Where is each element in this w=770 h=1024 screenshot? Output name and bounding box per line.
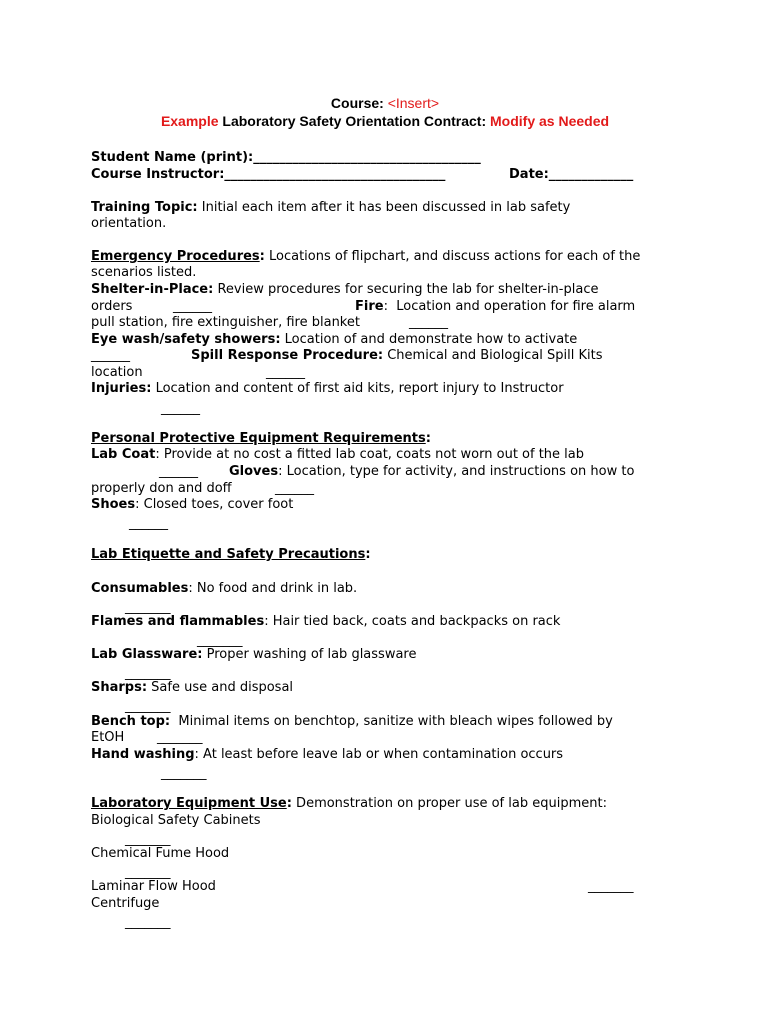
document-title [0, 113, 770, 129]
equipment-heading-line [91, 796, 607, 812]
colon: : [365, 547, 371, 562]
equipment-text: Demonstration on proper use of lab equipment: [291, 796, 607, 811]
eyewash-label: Eye wash/safety showers: [91, 332, 281, 347]
sharps-line [91, 680, 293, 696]
equipment-item-fume-hood: Chemical Fume Hood [91, 846, 230, 861]
shelter-text-cont: orders [91, 299, 133, 314]
gloves-text: : Location, type for activity, and instructions on how to [278, 464, 635, 479]
equipment-item-centrifuge: Centrifuge [91, 896, 160, 911]
shoes-label: Shoes [91, 497, 136, 512]
fire-line [355, 299, 635, 315]
flames-text: : Hair tied back, coats and backpacks on rack [264, 614, 561, 629]
etiquette-heading-line [91, 547, 371, 563]
training-label: Training Topic: [91, 200, 198, 215]
hand-washing-text: : At least before leave lab or when contamination occurs [194, 747, 564, 762]
bench-initial-blank[interactable]: _______ [157, 730, 203, 745]
colon: : [425, 431, 431, 446]
bench-text: Minimal items on benchtop, sanitize with bleach wipes followed by [170, 714, 613, 729]
bsc-initial-blank[interactable]: _______ [125, 832, 171, 847]
sharps-initial-blank[interactable]: _______ [125, 699, 171, 714]
student-name-field[interactable]: Student Name (print):___________________________________ [91, 150, 481, 165]
gloves-initial-blank[interactable]: ______ [275, 481, 314, 496]
colon: : [286, 796, 292, 811]
glassware-line [91, 647, 416, 663]
spill-label: Spill Response Procedure: [191, 348, 384, 363]
flames-line [91, 614, 560, 630]
ppe-heading-line [91, 431, 431, 447]
eyewash-line [91, 332, 577, 348]
fire-text: : Location and operation for fire alarm [383, 299, 636, 314]
shoes-line [91, 497, 293, 513]
bench-label: Bench top: [91, 714, 171, 729]
etiquette-heading: Lab Etiquette and Safety Precautions [91, 547, 366, 562]
title-main: Laboratory Safety Orientation Contract: [222, 113, 487, 129]
gloves-label: Gloves [229, 464, 279, 479]
hand-washing-initial-blank[interactable]: _______ [161, 766, 207, 781]
title-modify: Modify as Needed [490, 113, 610, 129]
bench-line [91, 714, 613, 730]
consumables-label: Consumables [91, 581, 189, 596]
labcoat-line [91, 447, 584, 463]
training-topic [91, 200, 570, 216]
title-example: Example [160, 113, 219, 129]
hand-washing-line [91, 747, 563, 763]
glassware-text: Proper washing of lab glassware [202, 647, 417, 662]
consumables-initial-blank[interactable]: _______ [125, 600, 171, 615]
flames-label: Flames and flammables [91, 614, 265, 629]
labcoat-initial-blank[interactable]: ______ [159, 464, 198, 479]
glassware-initial-blank[interactable]: _______ [125, 666, 171, 681]
date-field[interactable]: Date:_____________ [509, 167, 634, 182]
spill-line [191, 348, 603, 364]
equipment-heading: Laboratory Equipment Use [91, 796, 287, 811]
emergency-heading: Emergency Procedures [91, 249, 260, 264]
colon: : [259, 249, 265, 264]
shelter-label: Shelter-in-Place: [91, 282, 214, 297]
labcoat-text: : Provide at no cost a fitted lab coat, coats not worn out of the lab [155, 447, 585, 462]
course-label: Course: [330, 95, 384, 111]
flames-initial-blank[interactable]: _______ [197, 633, 243, 648]
laminar-initial-blank[interactable]: _______ [588, 879, 634, 894]
fire-text-cont: pull station, fire extinguisher, fire blanket [91, 315, 360, 330]
consumables-line [91, 581, 357, 597]
emergency-text: Locations of flipchart, and discuss actions for each of the [264, 249, 641, 264]
shelter-initial-blank[interactable]: ______ [173, 299, 212, 314]
injuries-initial-blank[interactable]: ______ [161, 401, 200, 416]
shelter-line [91, 282, 598, 298]
fume-hood-initial-blank[interactable]: _______ [125, 865, 171, 880]
sharps-text: Safe use and disposal [147, 680, 294, 695]
training-text-cont: orientation. [91, 216, 167, 231]
consumables-text: : No food and drink in lab. [188, 581, 358, 596]
spill-text: Chemical and Biological Spill Kits [383, 348, 603, 363]
course-instructor-field[interactable]: Course Instructor:__________________________________ [91, 167, 446, 182]
course-value: <Insert> [387, 95, 440, 111]
eyewash-text: Location of and demonstrate how to activate [280, 332, 578, 347]
equipment-item-bsc: Biological Safety Cabinets [91, 813, 261, 828]
injuries-label: Injuries: [91, 381, 152, 396]
gloves-line [229, 464, 634, 480]
shelter-text: Review procedures for securing the lab for shelter-in-place [213, 282, 599, 297]
labcoat-label: Lab Coat [91, 447, 156, 462]
fire-initial-blank[interactable]: ______ [409, 315, 448, 330]
equipment-item-laminar: Laminar Flow Hood [91, 879, 216, 894]
fire-label: Fire [355, 299, 384, 314]
bench-text-cont: EtOH [91, 730, 125, 745]
centrifuge-initial-blank[interactable]: _______ [125, 915, 171, 930]
injuries-line [91, 381, 564, 397]
gloves-text-cont: properly don and doff [91, 481, 232, 496]
sharps-label: Sharps: [91, 680, 148, 695]
emergency-text-cont: scenarios listed. [91, 265, 197, 280]
emergency-heading-line [91, 249, 640, 265]
shoes-text: : Closed toes, cover foot [135, 497, 294, 512]
course-line [0, 95, 770, 111]
injuries-text: Location and content of first aid kits, report injury to Instructor [151, 381, 564, 396]
spill-initial-blank[interactable]: ______ [266, 365, 305, 380]
hand-washing-label: Hand washing [91, 747, 195, 762]
ppe-heading: Personal Protective Equipment Requirements [91, 431, 426, 446]
spill-text-cont: location [91, 365, 143, 380]
training-text: Initial each item after it has been discussed in lab safety [197, 200, 571, 215]
shoes-initial-blank[interactable]: ______ [129, 516, 168, 531]
glassware-label: Lab Glassware: [91, 647, 203, 662]
eyewash-initial-blank[interactable]: ______ [91, 348, 130, 363]
